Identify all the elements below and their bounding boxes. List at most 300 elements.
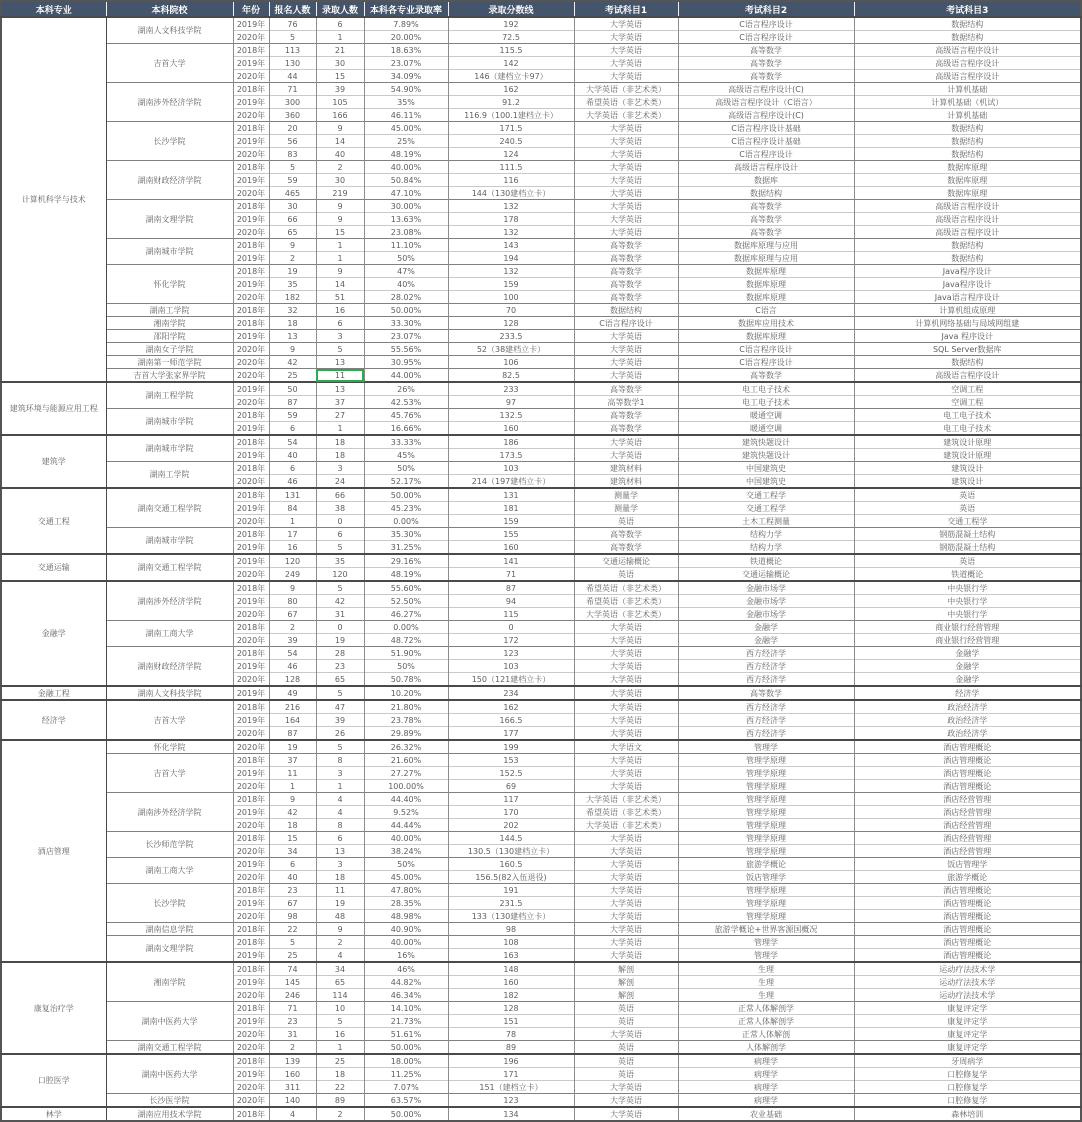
cell-rate[interactable]: 11.10% [364,239,448,252]
cell-admitted[interactable]: 15 [316,226,364,239]
cell-year[interactable]: 2020年 [233,910,269,923]
cell-admitted[interactable]: 9 [316,213,364,226]
cell-subject2[interactable]: 管理学原理 [678,806,854,819]
cell-year[interactable]: 2019年 [233,330,269,343]
cell-year[interactable]: 2018年 [233,488,269,502]
cell-admitted[interactable]: 4 [316,793,364,806]
cell-admitted[interactable]: 27 [316,409,364,422]
cell-score-line[interactable]: 87 [448,581,574,595]
cell-subject2[interactable]: 数据库原理 [678,278,854,291]
cell-subject3[interactable]: 旅游学概论 [854,871,1081,884]
cell-college[interactable]: 湖南第一师范学院 [106,356,233,369]
cell-admitted[interactable]: 47 [316,700,364,714]
cell-score-line[interactable]: 142 [448,57,574,70]
cell-subject2[interactable]: C语言程序设计 [678,343,854,356]
cell-subject1[interactable]: 大学英语 [574,714,678,727]
cell-admitted[interactable]: 1 [316,239,364,252]
cell-applicants[interactable]: 139 [269,1054,316,1068]
cell-subject3[interactable]: Java程序设计 [854,278,1081,291]
cell-subject1[interactable]: 大学英语 [574,148,678,161]
cell-year[interactable]: 2019年 [233,502,269,515]
cell-rate[interactable]: 50% [364,858,448,871]
cell-subject2[interactable]: 管理学 [678,936,854,949]
cell-rate[interactable]: 38.24% [364,845,448,858]
cell-year[interactable]: 2020年 [233,396,269,409]
cell-subject2[interactable]: 数据库原理与应用 [678,239,854,252]
cell-applicants[interactable]: 87 [269,396,316,409]
cell-college[interactable]: 吉首大学 [106,44,233,83]
cell-admitted[interactable]: 65 [316,673,364,687]
cell-subject2[interactable]: 管理学原理 [678,845,854,858]
cell-score-line[interactable]: 116.9（100.1建档立卡） [448,109,574,122]
cell-year[interactable]: 2019年 [233,135,269,148]
cell-subject2[interactable]: 暖通空调 [678,422,854,436]
cell-applicants[interactable]: 120 [269,554,316,568]
cell-subject1[interactable]: 大学英语 [574,700,678,714]
cell-year[interactable]: 2018年 [233,265,269,278]
cell-college[interactable]: 湖南女子学院 [106,343,233,356]
cell-college[interactable]: 湖南信息学院 [106,923,233,936]
cell-subject2[interactable]: 高等数学 [678,57,854,70]
cell-subject2[interactable]: 高等数学 [678,213,854,226]
cell-subject2[interactable]: 交通工程学 [678,488,854,502]
cell-subject3[interactable]: 数据结构 [854,17,1081,31]
cell-rate[interactable]: 29.89% [364,727,448,741]
cell-subject3[interactable]: 酒店管理概论 [854,949,1081,963]
cell-rate[interactable]: 48.72% [364,634,448,647]
cell-year[interactable]: 2018年 [233,621,269,634]
cell-subject3[interactable]: 商业银行经营管理 [854,634,1081,647]
cell-score-line[interactable]: 181 [448,502,574,515]
cell-college[interactable]: 湖南城市学院 [106,239,233,265]
cell-admitted[interactable]: 9 [316,122,364,135]
cell-year[interactable]: 2020年 [233,568,269,582]
cell-admitted[interactable]: 51 [316,291,364,304]
cell-subject2[interactable]: 高级语言程序设计(C) [678,109,854,122]
cell-subject1[interactable]: 英语 [574,1068,678,1081]
cell-applicants[interactable]: 5 [269,31,316,44]
cell-subject3[interactable]: 电工电子技术 [854,422,1081,436]
cell-subject3[interactable]: 中央银行学 [854,608,1081,621]
cell-major[interactable]: 交通工程 [1,488,106,554]
cell-year[interactable]: 2019年 [233,858,269,871]
cell-year[interactable]: 2020年 [233,226,269,239]
cell-applicants[interactable]: 9 [269,239,316,252]
cell-score-line[interactable]: 153 [448,754,574,767]
column-header-1[interactable]: 本科专业 [1,1,106,17]
cell-rate[interactable]: 27.27% [364,767,448,780]
cell-subject2[interactable]: 西方经济学 [678,727,854,741]
cell-college[interactable]: 湖南交通工程学院 [106,554,233,581]
cell-year[interactable]: 2019年 [233,1068,269,1081]
cell-subject3[interactable]: 康复评定学 [854,1028,1081,1041]
cell-applicants[interactable]: 6 [269,462,316,475]
cell-year[interactable]: 2018年 [233,1054,269,1068]
column-header-9[interactable]: 考试科目2 [678,1,854,17]
cell-applicants[interactable]: 71 [269,1002,316,1015]
cell-admitted[interactable]: 6 [316,528,364,541]
cell-admitted[interactable]: 1 [316,31,364,44]
cell-admitted[interactable]: 35 [316,554,364,568]
cell-subject2[interactable]: 正常人体解剖学 [678,1015,854,1028]
cell-subject2[interactable]: 西方经济学 [678,700,854,714]
cell-year[interactable]: 2020年 [233,673,269,687]
cell-admitted[interactable]: 1 [316,1041,364,1055]
cell-admitted[interactable]: 30 [316,57,364,70]
cell-rate[interactable]: 35% [364,96,448,109]
cell-applicants[interactable]: 42 [269,356,316,369]
cell-applicants[interactable]: 1 [269,780,316,793]
cell-subject3[interactable]: 经济学 [854,686,1081,700]
cell-applicants[interactable]: 130 [269,57,316,70]
cell-subject3[interactable]: 酒店管理概论 [854,923,1081,936]
cell-major[interactable]: 建筑环境与能源应用工程 [1,382,106,435]
cell-subject3[interactable]: 钢筋混凝土结构 [854,541,1081,555]
cell-year[interactable]: 2018年 [233,936,269,949]
cell-admitted[interactable]: 25 [316,1054,364,1068]
cell-subject1[interactable]: 建筑材料 [574,462,678,475]
cell-admitted[interactable]: 18 [316,435,364,449]
cell-college[interactable]: 湖南财政经济学院 [106,647,233,687]
cell-rate[interactable]: 48.98% [364,910,448,923]
cell-admitted[interactable]: 19 [316,897,364,910]
cell-subject1[interactable]: 高等数学 [574,409,678,422]
cell-rate[interactable]: 7.07% [364,1081,448,1094]
cell-score-line[interactable]: 132.5 [448,409,574,422]
cell-subject2[interactable]: 金融市场学 [678,581,854,595]
cell-year[interactable]: 2020年 [233,148,269,161]
cell-rate[interactable]: 42.53% [364,396,448,409]
cell-subject2[interactable]: C语言 [678,304,854,317]
cell-subject3[interactable]: 酒店管理概论 [854,936,1081,949]
cell-subject1[interactable]: 英语 [574,568,678,582]
cell-college[interactable]: 吉首大学张家界学院 [106,369,233,383]
cell-year[interactable]: 2020年 [233,369,269,383]
cell-year[interactable]: 2018年 [233,122,269,135]
cell-applicants[interactable]: 71 [269,83,316,96]
cell-rate[interactable]: 47% [364,265,448,278]
column-header-8[interactable]: 考试科目1 [574,1,678,17]
cell-subject1[interactable]: 大学语文 [574,740,678,754]
cell-subject1[interactable]: 交通运输概论 [574,554,678,568]
cell-subject1[interactable]: 大学英语 [574,936,678,949]
cell-admitted[interactable]: 21 [316,44,364,57]
cell-score-line[interactable]: 146（建档立卡97） [448,70,574,83]
cell-subject1[interactable]: 希望英语（非艺术类） [574,96,678,109]
cell-score-line[interactable]: 192 [448,17,574,31]
cell-admitted[interactable]: 11 [316,884,364,897]
cell-subject2[interactable]: 管理学 [678,949,854,963]
cell-subject1[interactable]: 大学英语 [574,897,678,910]
cell-year[interactable]: 2020年 [233,356,269,369]
cell-subject2[interactable]: 数据结构 [678,187,854,200]
cell-score-line[interactable]: 117 [448,793,574,806]
cell-admitted[interactable]: 39 [316,83,364,96]
cell-college[interactable]: 湖南涉外经济学院 [106,83,233,122]
cell-subject3[interactable]: 空调工程 [854,396,1081,409]
cell-college[interactable]: 湖南文理学院 [106,200,233,239]
cell-admitted[interactable]: 1 [316,422,364,436]
cell-subject3[interactable]: 康复评定学 [854,1015,1081,1028]
cell-score-line[interactable]: 166.5 [448,714,574,727]
cell-subject2[interactable]: 高级语言程序设计(C) [678,83,854,96]
cell-subject1[interactable]: 大学英语 [574,122,678,135]
cell-subject1[interactable]: 英语 [574,1054,678,1068]
cell-score-line[interactable]: 78 [448,1028,574,1041]
cell-subject3[interactable]: 牙周病学 [854,1054,1081,1068]
cell-college[interactable]: 湖南工程学院 [106,382,233,409]
cell-rate[interactable]: 28.02% [364,291,448,304]
cell-applicants[interactable]: 145 [269,976,316,989]
cell-applicants[interactable]: 5 [269,161,316,174]
cell-subject3[interactable]: 酒店管理概论 [854,740,1081,754]
cell-college[interactable]: 怀化学院 [106,740,233,754]
cell-admitted[interactable]: 31 [316,608,364,621]
cell-subject1[interactable]: 高等数学1 [574,396,678,409]
cell-subject2[interactable]: 管理学原理 [678,819,854,832]
cell-year[interactable]: 2020年 [233,1094,269,1108]
cell-subject1[interactable]: 大学英语 [574,187,678,200]
column-header-3[interactable]: 年份 [233,1,269,17]
cell-subject1[interactable]: 大学英语 [574,213,678,226]
cell-major[interactable]: 金融工程 [1,686,106,700]
cell-rate[interactable]: 50.84% [364,174,448,187]
cell-subject1[interactable]: 英语 [574,1002,678,1015]
cell-admitted[interactable]: 166 [316,109,364,122]
cell-subject3[interactable]: 数据结构 [854,31,1081,44]
cell-year[interactable]: 2018年 [233,161,269,174]
cell-applicants[interactable]: 1 [269,515,316,528]
cell-score-line[interactable]: 182 [448,989,574,1002]
cell-rate[interactable]: 14.10% [364,1002,448,1015]
cell-score-line[interactable]: 160 [448,976,574,989]
cell-year[interactable]: 2018年 [233,1002,269,1015]
cell-applicants[interactable]: 9 [269,343,316,356]
cell-score-line[interactable]: 123 [448,1094,574,1108]
cell-subject3[interactable]: 高级语言程序设计 [854,200,1081,213]
cell-admitted[interactable]: 23 [316,660,364,673]
cell-rate[interactable]: 44.44% [364,819,448,832]
cell-subject2[interactable]: 管理学原理 [678,754,854,767]
cell-subject3[interactable]: Java 程序设计 [854,330,1081,343]
cell-subject3[interactable]: 建筑设计原理 [854,449,1081,462]
cell-year[interactable]: 2019年 [233,554,269,568]
cell-rate[interactable]: 44.00% [364,369,448,383]
cell-applicants[interactable]: 9 [269,581,316,595]
cell-year[interactable]: 2019年 [233,382,269,396]
cell-subject3[interactable]: 交通工程学 [854,515,1081,528]
cell-subject2[interactable]: 生理 [678,962,854,976]
cell-score-line[interactable]: 72.5 [448,31,574,44]
cell-subject3[interactable]: 高级语言程序设计 [854,44,1081,57]
cell-score-line[interactable]: 160 [448,422,574,436]
cell-subject2[interactable]: 高等数学 [678,226,854,239]
cell-rate[interactable]: 63.57% [364,1094,448,1108]
cell-applicants[interactable]: 182 [269,291,316,304]
cell-applicants[interactable]: 18 [269,317,316,330]
cell-rate[interactable]: 45% [364,449,448,462]
column-header-4[interactable]: 报名人数 [269,1,316,17]
cell-year[interactable]: 2020年 [233,343,269,356]
cell-subject2[interactable]: 金融市场学 [678,595,854,608]
cell-year[interactable]: 2018年 [233,44,269,57]
cell-subject1[interactable]: 大学英语 [574,1094,678,1108]
cell-rate[interactable]: 44.40% [364,793,448,806]
cell-subject1[interactable]: 测量学 [574,502,678,515]
cell-college[interactable]: 湖南工商大学 [106,858,233,884]
cell-score-line[interactable]: 173.5 [448,449,574,462]
cell-college[interactable]: 怀化学院 [106,265,233,304]
cell-subject3[interactable]: 口腔修复学 [854,1081,1081,1094]
cell-subject2[interactable]: 管理学原理 [678,897,854,910]
cell-subject3[interactable]: 中央银行学 [854,595,1081,608]
cell-year[interactable]: 2019年 [233,541,269,555]
cell-rate[interactable]: 30.95% [364,356,448,369]
cell-rate[interactable]: 51.90% [364,647,448,660]
cell-applicants[interactable]: 19 [269,740,316,754]
cell-subject3[interactable]: 中央银行学 [854,581,1081,595]
cell-rate[interactable]: 13.63% [364,213,448,226]
cell-admitted[interactable]: 13 [316,845,364,858]
cell-admitted[interactable]: 6 [316,832,364,845]
cell-subject1[interactable]: 大学英语 [574,621,678,634]
cell-subject3[interactable]: 英语 [854,488,1081,502]
cell-subject2[interactable]: 金融学 [678,621,854,634]
cell-subject1[interactable]: 大学英语 [574,660,678,673]
cell-rate[interactable]: 34.09% [364,70,448,83]
cell-subject3[interactable]: 高级语言程序设计 [854,57,1081,70]
cell-applicants[interactable]: 44 [269,70,316,83]
cell-subject2[interactable]: 交通工程学 [678,502,854,515]
cell-rate[interactable]: 52.50% [364,595,448,608]
cell-major[interactable]: 计算机科学与技术 [1,17,106,382]
cell-year[interactable]: 2018年 [233,317,269,330]
cell-rate[interactable]: 47.10% [364,187,448,200]
cell-year[interactable]: 2019年 [233,449,269,462]
cell-applicants[interactable]: 59 [269,174,316,187]
cell-subject2[interactable]: 结构力学 [678,541,854,555]
cell-subject1[interactable]: 大学英语 [574,330,678,343]
cell-rate[interactable]: 29.16% [364,554,448,568]
cell-subject3[interactable]: 酒店管理概论 [854,767,1081,780]
cell-applicants[interactable]: 50 [269,382,316,396]
cell-year[interactable]: 2018年 [233,435,269,449]
cell-subject2[interactable]: 管理学原理 [678,780,854,793]
cell-admitted[interactable]: 16 [316,304,364,317]
cell-subject2[interactable]: 旅游学概论+世界客源国概况 [678,923,854,936]
cell-applicants[interactable]: 84 [269,502,316,515]
cell-subject2[interactable]: 病理学 [678,1068,854,1081]
cell-subject1[interactable]: 英语 [574,1015,678,1028]
cell-applicants[interactable]: 22 [269,923,316,936]
cell-rate[interactable]: 44.82% [364,976,448,989]
cell-college[interactable]: 湘南学院 [106,962,233,1002]
cell-score-line[interactable]: 128 [448,1002,574,1015]
cell-subject2[interactable]: C语言程序设计基础 [678,135,854,148]
cell-admitted[interactable]: 9 [316,200,364,213]
cell-subject1[interactable]: 大学英语 [574,884,678,897]
cell-score-line[interactable]: 160 [448,541,574,555]
cell-subject2[interactable]: 西方经济学 [678,647,854,660]
cell-score-line[interactable]: 234 [448,686,574,700]
cell-admitted[interactable]: 48 [316,910,364,923]
cell-subject1[interactable]: 大学英语 [574,174,678,187]
cell-subject1[interactable]: 高等数学 [574,278,678,291]
cell-subject1[interactable]: 英语 [574,515,678,528]
cell-subject1[interactable]: 大学英语 [574,356,678,369]
cell-year[interactable]: 2018年 [233,581,269,595]
cell-college[interactable]: 湖南城市学院 [106,435,233,462]
cell-admitted[interactable]: 219 [316,187,364,200]
cell-admitted[interactable]: 5 [316,343,364,356]
cell-admitted[interactable]: 2 [316,161,364,174]
cell-applicants[interactable]: 83 [269,148,316,161]
cell-score-line[interactable]: 133（130建档立卡） [448,910,574,923]
cell-rate[interactable]: 55.60% [364,581,448,595]
cell-subject1[interactable]: 高等数学 [574,422,678,436]
cell-subject3[interactable]: 饭店管理学 [854,858,1081,871]
cell-subject2[interactable]: 高级语言程序设计（C语言） [678,96,854,109]
cell-subject1[interactable]: 高等数学 [574,528,678,541]
cell-subject3[interactable]: 酒店经营管理 [854,819,1081,832]
cell-subject2[interactable]: 高等数学 [678,70,854,83]
cell-subject2[interactable]: 高级语言程序设计 [678,161,854,174]
cell-subject2[interactable]: 铁道概论 [678,554,854,568]
cell-subject2[interactable]: 数据库 [678,174,854,187]
cell-subject3[interactable]: 政治经济学 [854,714,1081,727]
cell-applicants[interactable]: 164 [269,714,316,727]
cell-subject3[interactable]: 建筑设计 [854,462,1081,475]
cell-score-line[interactable]: 148 [448,962,574,976]
cell-subject3[interactable]: 钢筋混凝土结构 [854,528,1081,541]
cell-subject1[interactable]: 高等数学 [574,265,678,278]
cell-subject1[interactable]: C语言程序设计 [574,317,678,330]
cell-score-line[interactable]: 128 [448,317,574,330]
cell-applicants[interactable]: 4 [269,1107,316,1121]
cell-major[interactable]: 林学 [1,1107,106,1121]
cell-subject2[interactable]: 电工电子技术 [678,382,854,396]
cell-subject2[interactable]: 数据库应用技术 [678,317,854,330]
cell-score-line[interactable]: 171 [448,1068,574,1081]
cell-subject3[interactable]: Java程序设计 [854,265,1081,278]
cell-applicants[interactable]: 23 [269,1015,316,1028]
cell-applicants[interactable]: 54 [269,647,316,660]
cell-subject1[interactable]: 大学英语 [574,200,678,213]
cell-admitted[interactable]: 15 [316,70,364,83]
cell-subject2[interactable]: 生理 [678,976,854,989]
cell-score-line[interactable]: 123 [448,647,574,660]
cell-subject1[interactable]: 高等数学 [574,252,678,265]
cell-score-line[interactable]: 231.5 [448,897,574,910]
cell-rate[interactable]: 21.60% [364,754,448,767]
cell-rate[interactable]: 33.33% [364,435,448,449]
cell-subject3[interactable]: 电工电子技术 [854,409,1081,422]
cell-subject2[interactable]: 建筑快题设计 [678,435,854,449]
cell-admitted[interactable]: 18 [316,1068,364,1081]
cell-rate[interactable]: 23.08% [364,226,448,239]
cell-score-line[interactable]: 159 [448,278,574,291]
cell-rate[interactable]: 45.76% [364,409,448,422]
cell-subject3[interactable]: 运动疗法技术学 [854,989,1081,1002]
cell-admitted[interactable]: 6 [316,17,364,31]
cell-subject2[interactable]: 旅游学概论 [678,858,854,871]
cell-rate[interactable]: 50.00% [364,1107,448,1121]
cell-college[interactable]: 长沙学院 [106,122,233,161]
cell-college[interactable]: 湖南中医药大学 [106,1002,233,1041]
cell-subject1[interactable]: 大学英语（非艺术类） [574,83,678,96]
cell-subject2[interactable]: 管理学原理 [678,910,854,923]
cell-admitted[interactable]: 40 [316,148,364,161]
